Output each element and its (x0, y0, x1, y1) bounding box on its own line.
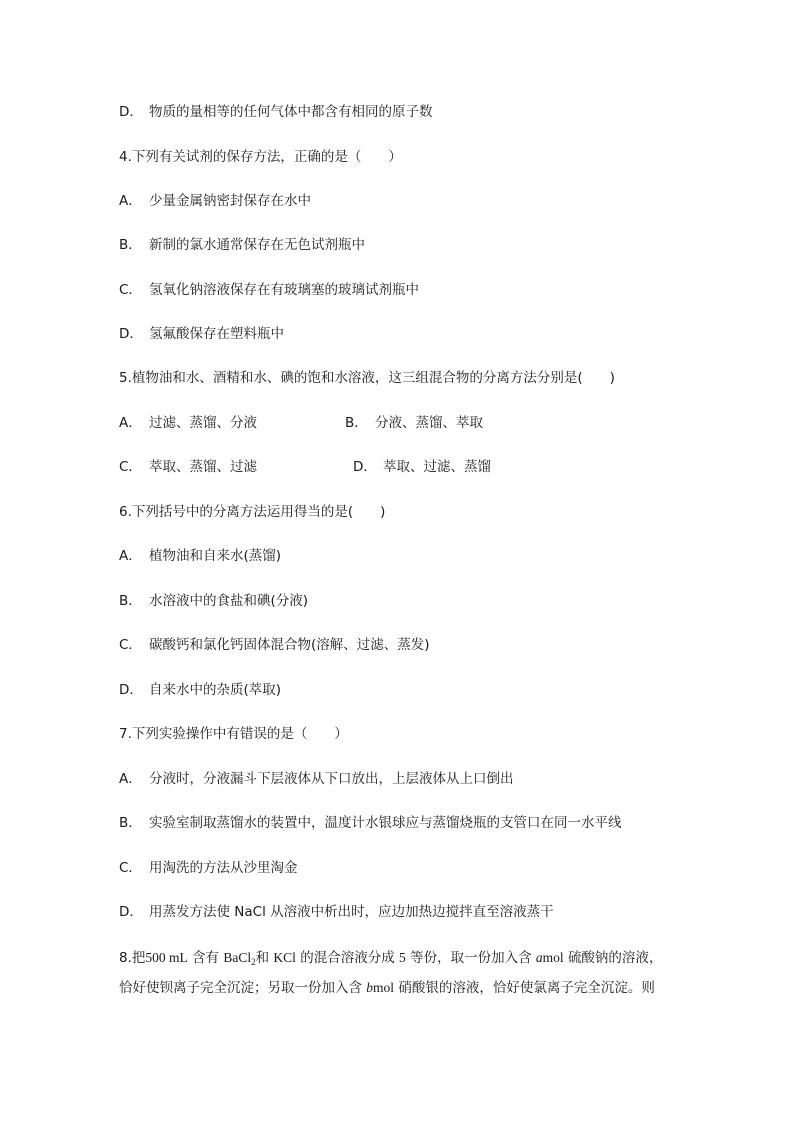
q7-option-a (119, 770, 514, 788)
option-text: 水溶液中的食盐和碘(分液) (149, 593, 309, 609)
q8-text: 和 (255, 950, 270, 966)
option-label: C． (119, 637, 142, 653)
option-label: D． (119, 904, 143, 920)
q4-option-a (119, 192, 311, 210)
option-text: 过滤、蒸馏、分液 (149, 415, 257, 431)
q5-option-d (353, 458, 491, 476)
q8-volume: 500 mL (145, 950, 188, 965)
q8-variable-b: b (366, 980, 374, 995)
formula-text: BaCl (223, 950, 252, 965)
q8-number: 5 (399, 950, 406, 965)
option-text: 实验室制取蒸馏水的装置中，温度计水银球应与蒸馏烧瓶的支管口在同一水平线 (149, 815, 622, 831)
question-7-stem: 7.下列实验操作中有错误的是（ ） (119, 726, 348, 742)
q8-text: 的混合溶液分成 (300, 950, 395, 966)
option-label: A． (119, 415, 142, 431)
q8-variable-a: a (535, 950, 543, 965)
option-text: 用蒸发方法使 NaCl 从溶液中析出时，应边加热边搅拌直至溶液蒸干 (149, 904, 554, 920)
q6-option-d (119, 681, 281, 699)
q8-text: 含有 (192, 950, 220, 966)
question-8-stem-line-1 (119, 949, 662, 967)
q8-formula-bacl2 (223, 950, 255, 965)
question-8-stem-line-2 (119, 979, 655, 997)
q5-option-a (119, 414, 257, 432)
option-label: B． (119, 237, 142, 253)
option-label: C． (119, 860, 142, 876)
option-text: 氢氧化钠溶液保存在有玻璃塞的玻璃试剂瓶中 (149, 282, 419, 298)
question-5-stem: 5.植物油和水、酒精和水、碘的饱和水溶液，这三组混合物的分离方法分别是( ) (119, 370, 615, 386)
q4-option-d (119, 325, 284, 343)
option-label: C． (119, 282, 142, 298)
q8-text: 硫酸钠的溶液， (567, 950, 663, 966)
option-text: 自来水中的杂质(萃取) (149, 682, 282, 698)
q5-option-b (345, 414, 483, 432)
option-label: D． (119, 682, 143, 698)
option-label: A． (119, 548, 142, 564)
option-text: 少量金属钠密封保存在水中 (149, 193, 311, 209)
formula-subscript: 2 (251, 957, 256, 967)
q5-option-c (119, 458, 257, 476)
q8-text: 8.把 (119, 950, 146, 966)
q8-unit: mol (542, 950, 564, 965)
q7-option-d (119, 903, 554, 921)
option-text: 用淘洗的方法从沙里淘金 (149, 860, 298, 876)
q6-option-b (119, 592, 308, 610)
q7-option-b (119, 814, 622, 832)
option-text: 分液时，分液漏斗下层液体从下口放出，上层液体从上口倒出 (149, 771, 514, 787)
option-text: 植物油和自来水(蒸馏) (149, 548, 282, 564)
q3-option-d (119, 103, 433, 121)
option-label: A． (119, 771, 142, 787)
option-label: D． (119, 326, 143, 342)
option-text: 萃取、蒸馏、过滤 (149, 459, 257, 475)
option-text: 萃取、过滤、蒸馏 (383, 459, 491, 475)
q8-text: 等份，取一份加入含 (410, 950, 532, 966)
q7-option-c (119, 859, 298, 877)
option-text: 碳酸钙和氯化钙固体混合物(溶解、过滤、蒸发) (149, 637, 430, 653)
option-text: 分液、蒸馏、萃取 (375, 415, 483, 431)
option-label: B． (345, 415, 368, 431)
q4-option-b (119, 236, 365, 254)
question-6-stem: 6.下列括号中的分离方法运用得当的是( ) (119, 504, 386, 520)
option-text: 新制的氯水通常保存在无色试剂瓶中 (149, 237, 365, 253)
q8-formula-kcl: KCl (273, 950, 296, 965)
option-label: A． (119, 193, 142, 209)
option-text: 氢氟酸保存在塑料瓶中 (149, 326, 284, 342)
q8-text: 恰好使钡离子完全沉淀；另取一份加入含 (119, 980, 362, 996)
q4-option-c (119, 281, 419, 299)
q6-option-c (119, 636, 430, 654)
q6-option-a (119, 547, 281, 565)
option-text: 物质的量相等的任何气体中都含有相同的原子数 (149, 104, 433, 120)
option-label: D． (353, 459, 377, 475)
question-4-stem: 4.下列有关试剂的保存方法，正确的是（ ） (119, 149, 402, 165)
option-label: B． (119, 815, 142, 831)
option-label: D． (119, 104, 143, 120)
q8-text: 硝酸银的溶液，恰好使氯离子完全沉淀。则 (398, 980, 655, 996)
q8-unit: mol (373, 980, 395, 995)
option-label: B． (119, 593, 142, 609)
option-label: C． (119, 459, 142, 475)
